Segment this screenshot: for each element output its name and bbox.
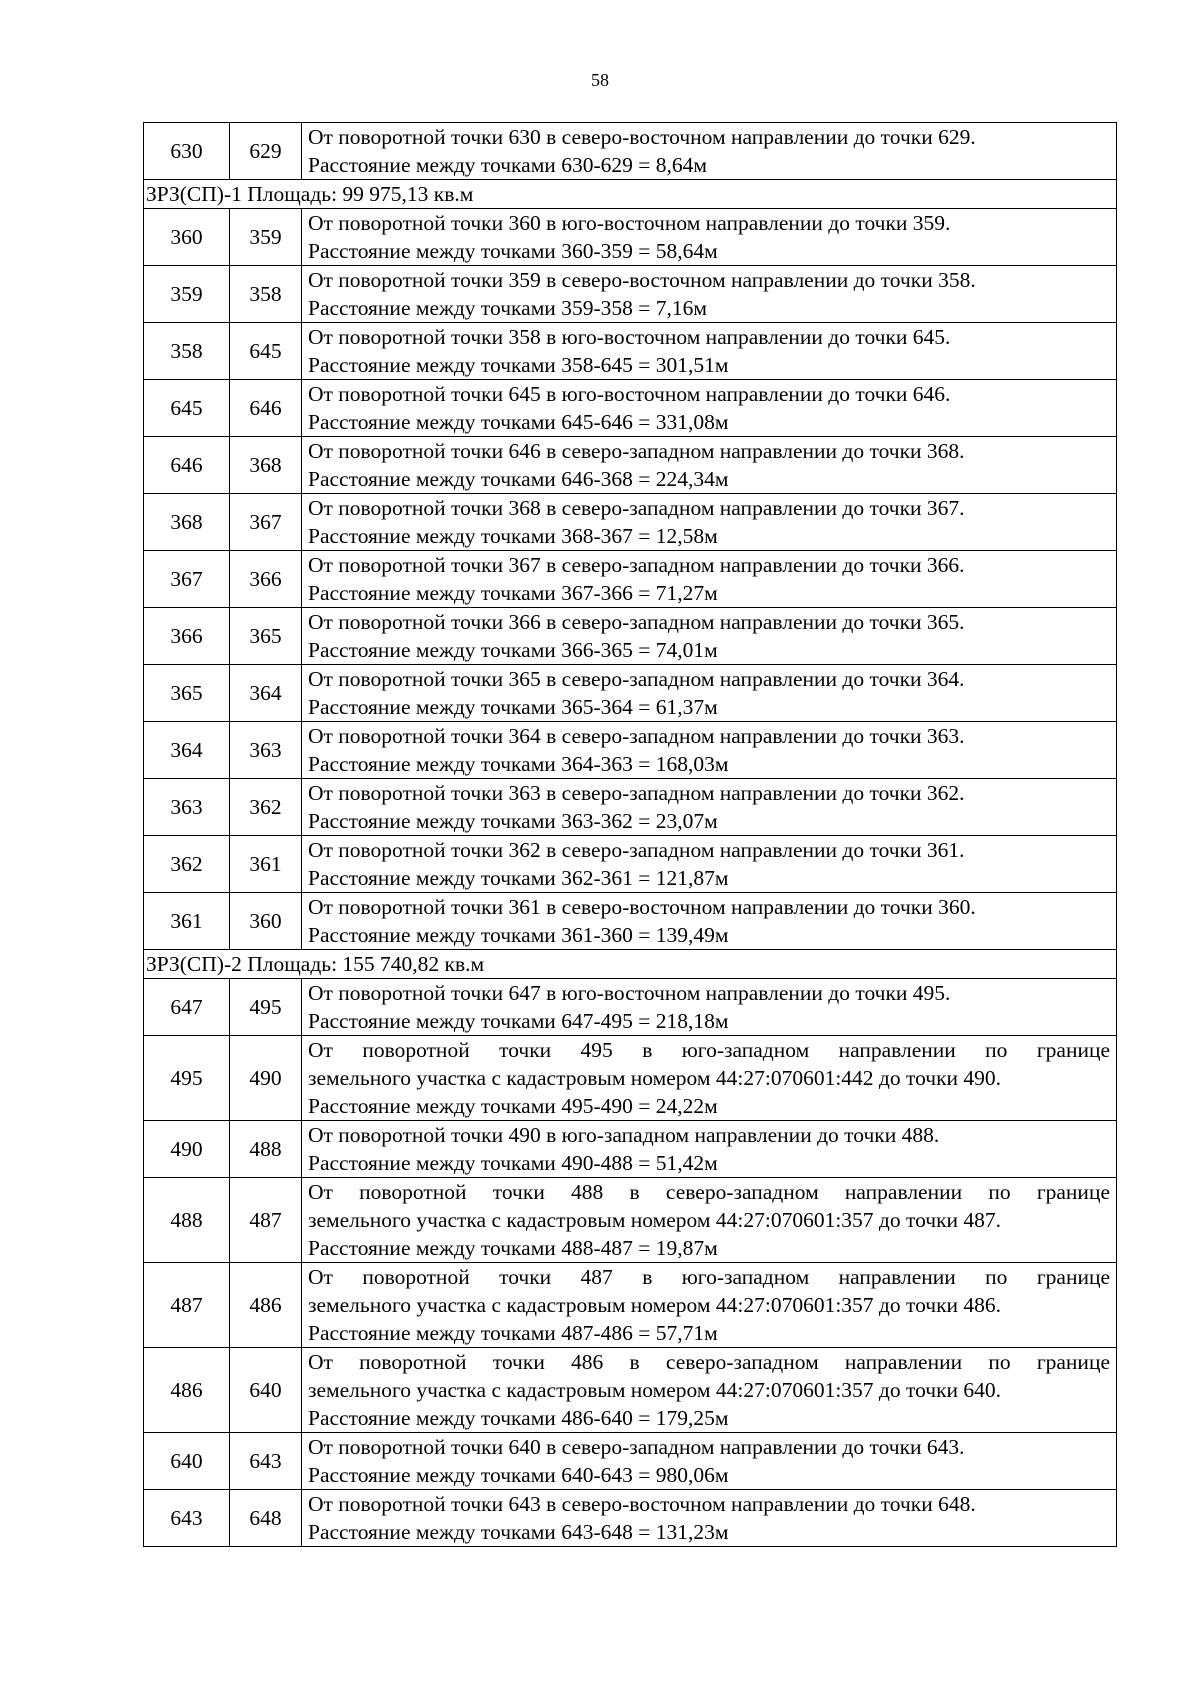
table-row	[144, 608, 1117, 665]
description-line: Расстояние между точками 487-486 = 57,71м	[308, 1321, 718, 1345]
table-row	[144, 779, 1117, 836]
table-row	[144, 979, 1117, 1036]
table-row	[144, 323, 1117, 380]
description-line: От поворотной точки 358 в юго-восточном направлении до точки 645.	[308, 325, 951, 349]
table-row	[144, 209, 1117, 266]
table-row	[144, 123, 1117, 180]
description-line: От поворотной точки 488 в северо-западном направлении по границе	[308, 1180, 1110, 1204]
segment-description	[302, 979, 1117, 1036]
description-line: От поворотной точки 645 в юго-восточном направлении до точки 646.	[308, 382, 951, 406]
segment-description	[302, 494, 1117, 551]
description-line: От поворотной точки 490 в юго-западном направлении до точки 488.	[308, 1123, 940, 1147]
description-line: земельного участка с кадастровым номером 44:27:070601:442 до точки 490.	[308, 1066, 1002, 1090]
point-to: 359	[230, 209, 302, 266]
point-from: 358	[144, 323, 230, 380]
point-to: 643	[230, 1433, 302, 1490]
description-line: Расстояние между точками 366-365 = 74,01м	[308, 638, 718, 662]
description-line: Расстояние между точками 365-364 = 61,37м	[308, 695, 718, 719]
point-from: 643	[144, 1490, 230, 1547]
table-row	[144, 1490, 1117, 1547]
table-row	[144, 266, 1117, 323]
description-line: От поворотной точки 495 в юго-западном направлении по границе	[308, 1038, 1110, 1062]
point-from: 366	[144, 608, 230, 665]
segment-description	[302, 779, 1117, 836]
description-line: От поворотной точки 361 в северо-восточном направлении до точки 360.	[308, 895, 976, 919]
description-line: Расстояние между точками 640-643 = 980,06м	[308, 1463, 729, 1487]
table-row	[144, 1433, 1117, 1490]
description-line: От поворотной точки 646 в северо-западном направлении до точки 368.	[308, 439, 965, 463]
table-row	[144, 665, 1117, 722]
point-from: 646	[144, 437, 230, 494]
description-line: От поворотной точки 364 в северо-западном направлении до точки 363.	[308, 724, 965, 748]
point-from: 368	[144, 494, 230, 551]
point-from: 360	[144, 209, 230, 266]
description-line: Расстояние между точками 360-359 = 58,64м	[308, 239, 718, 263]
page-number: 58	[591, 70, 609, 90]
description-line: От поворотной точки 486 в северо-западном направлении по границе	[308, 1350, 1110, 1374]
segment-description	[302, 1178, 1117, 1263]
segment-description	[302, 1433, 1117, 1490]
table-row	[144, 893, 1117, 950]
description-line: От поворотной точки 366 в северо-западном направлении до точки 365.	[308, 610, 965, 634]
point-to: 629	[230, 123, 302, 180]
description-line: Расстояние между точками 368-367 = 12,58м	[308, 524, 718, 548]
table-row	[144, 1263, 1117, 1348]
point-to: 490	[230, 1036, 302, 1121]
segment-description	[302, 266, 1117, 323]
description-line: Расстояние между точками 490-488 = 51,42м	[308, 1151, 718, 1175]
table-row	[144, 1121, 1117, 1178]
description-line: От поворотной точки 359 в северо-восточном направлении до точки 358.	[308, 268, 976, 292]
point-to: 648	[230, 1490, 302, 1547]
description-line: Расстояние между точками 359-358 = 7,16м	[308, 296, 707, 320]
description-line: Расстояние между точками 488-487 = 19,87м	[308, 1236, 718, 1260]
description-line: Расстояние между точками 645-646 = 331,08м	[308, 410, 729, 434]
description-line: От поворотной точки 647 в юго-восточном направлении до точки 495.	[308, 981, 951, 1005]
point-to: 365	[230, 608, 302, 665]
segment-description	[302, 380, 1117, 437]
point-to: 364	[230, 665, 302, 722]
segment-description	[302, 1348, 1117, 1433]
segment-description	[302, 209, 1117, 266]
point-from: 486	[144, 1348, 230, 1433]
table-body	[144, 123, 1117, 1547]
description-line: земельного участка с кадастровым номером 44:27:070601:357 до точки 486.	[308, 1293, 1002, 1317]
segment-description	[302, 1121, 1117, 1178]
point-from: 363	[144, 779, 230, 836]
description-line: От поворотной точки 367 в северо-западном направлении до точки 366.	[308, 553, 965, 577]
zone-header-row	[144, 950, 1117, 979]
point-from: 487	[144, 1263, 230, 1348]
point-to: 360	[230, 893, 302, 950]
table-row	[144, 437, 1117, 494]
point-from: 488	[144, 1178, 230, 1263]
description-line: земельного участка с кадастровым номером 44:27:070601:357 до точки 640.	[308, 1378, 1002, 1402]
description-line: От поворотной точки 360 в юго-восточном направлении до точки 359.	[308, 211, 951, 235]
table-row	[144, 551, 1117, 608]
zone-header: ЗРЗ(СП)-1 Площадь: 99 975,13 кв.м	[144, 180, 1117, 209]
point-from: 367	[144, 551, 230, 608]
point-from: 365	[144, 665, 230, 722]
point-to: 487	[230, 1178, 302, 1263]
description-line: Расстояние между точками 486-640 = 179,25м	[308, 1406, 729, 1430]
description-line: земельного участка с кадастровым номером 44:27:070601:357 до точки 487.	[308, 1208, 1002, 1232]
zone-header-row	[144, 180, 1117, 209]
segment-description	[302, 893, 1117, 950]
description-line: Расстояние между точками 630-629 = 8,64м	[308, 153, 707, 177]
point-to: 366	[230, 551, 302, 608]
description-line: Расстояние между точками 495-490 = 24,22м	[308, 1094, 718, 1118]
table-row	[144, 836, 1117, 893]
description-line: Расстояние между точками 358-645 = 301,51м	[308, 353, 729, 377]
point-from: 490	[144, 1121, 230, 1178]
description-line: От поворотной точки 362 в северо-западном направлении до точки 361.	[308, 838, 965, 862]
description-line: От поворотной точки 630 в северо-восточном направлении до точки 629.	[308, 125, 976, 149]
description-line: Расстояние между точками 367-366 = 71,27м	[308, 581, 718, 605]
point-to: 358	[230, 266, 302, 323]
description-line: От поворотной точки 368 в северо-западном направлении до точки 367.	[308, 496, 965, 520]
segment-description	[302, 437, 1117, 494]
point-to: 362	[230, 779, 302, 836]
table-row	[144, 380, 1117, 437]
segment-description	[302, 1263, 1117, 1348]
point-from: 364	[144, 722, 230, 779]
point-from: 630	[144, 123, 230, 180]
description-line: Расстояние между точками 361-360 = 139,49м	[308, 923, 729, 947]
point-from: 495	[144, 1036, 230, 1121]
table-row	[144, 1348, 1117, 1433]
point-to: 488	[230, 1121, 302, 1178]
boundary-table	[143, 122, 1117, 1547]
description-line: Расстояние между точками 364-363 = 168,03м	[308, 752, 729, 776]
point-from: 647	[144, 979, 230, 1036]
point-to: 368	[230, 437, 302, 494]
description-line: От поворотной точки 487 в юго-западном направлении по границе	[308, 1265, 1110, 1289]
segment-description	[302, 1036, 1117, 1121]
description-line: Расстояние между точками 643-648 = 131,23м	[308, 1520, 729, 1544]
segment-description	[302, 722, 1117, 779]
point-to: 486	[230, 1263, 302, 1348]
point-to: 645	[230, 323, 302, 380]
point-to: 367	[230, 494, 302, 551]
description-line: От поворотной точки 363 в северо-западном направлении до точки 362.	[308, 781, 965, 805]
segment-description	[302, 323, 1117, 380]
description-line: От поворотной точки 643 в северо-восточном направлении до точки 648.	[308, 1492, 976, 1516]
segment-description	[302, 1490, 1117, 1547]
table-row	[144, 722, 1117, 779]
table-row	[144, 1036, 1117, 1121]
description-line: Расстояние между точками 362-361 = 121,87м	[308, 866, 729, 890]
point-from: 640	[144, 1433, 230, 1490]
table-row	[144, 1178, 1117, 1263]
segment-description	[302, 608, 1117, 665]
description-line: Расстояние между точками 647-495 = 218,18м	[308, 1009, 729, 1033]
segment-description	[302, 123, 1117, 180]
description-line: Расстояние между точками 646-368 = 224,34м	[308, 467, 729, 491]
segment-description	[302, 551, 1117, 608]
point-to: 640	[230, 1348, 302, 1433]
description-line: От поворотной точки 365 в северо-западном направлении до точки 364.	[308, 667, 965, 691]
point-from: 359	[144, 266, 230, 323]
description-line: От поворотной точки 640 в северо-западном направлении до точки 643.	[308, 1435, 965, 1459]
point-from: 362	[144, 836, 230, 893]
zone-header: ЗРЗ(СП)-2 Площадь: 155 740,82 кв.м	[144, 950, 1117, 979]
table-row	[144, 494, 1117, 551]
point-to: 361	[230, 836, 302, 893]
description-line: Расстояние между точками 363-362 = 23,07м	[308, 809, 718, 833]
point-to: 495	[230, 979, 302, 1036]
segment-description	[302, 665, 1117, 722]
point-to: 363	[230, 722, 302, 779]
point-to: 646	[230, 380, 302, 437]
point-from: 645	[144, 380, 230, 437]
segment-description	[302, 836, 1117, 893]
point-from: 361	[144, 893, 230, 950]
